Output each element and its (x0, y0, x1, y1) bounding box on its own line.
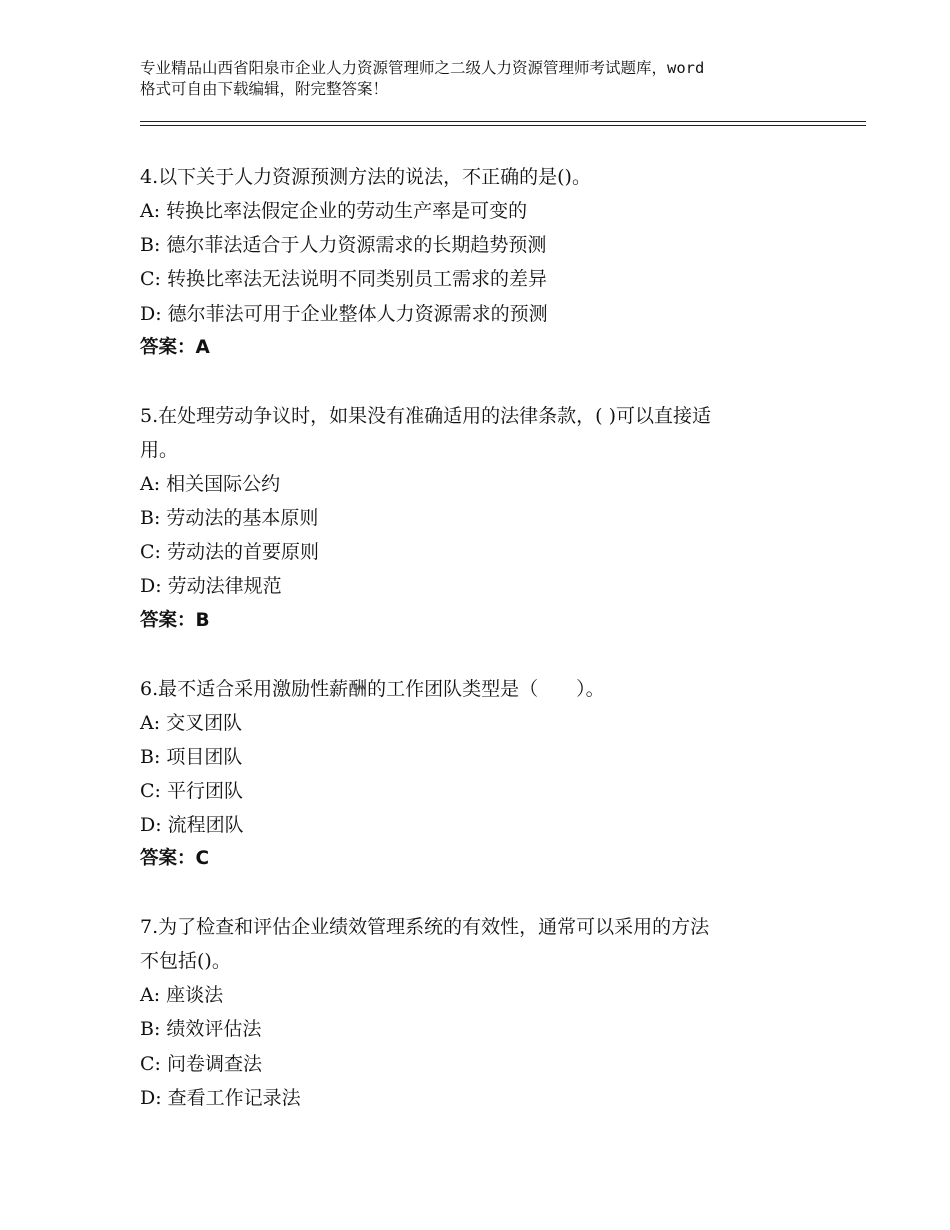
question-text-continued: 用。 (140, 438, 179, 461)
option-b: B: 项目团队 (140, 745, 243, 768)
option-d: D: 流程团队 (140, 814, 244, 837)
option-c: C: 劳动法的首要原则 (140, 541, 319, 564)
option-b: B: 绩效评估法 (140, 1018, 262, 1041)
document-header (140, 58, 840, 100)
answer-label: 答案：A (140, 336, 210, 358)
header-line-1: 专业精品山西省阳泉市企业人力资源管理师之二级人力资源管理师考试题库，word (140, 59, 705, 77)
option-a: A: 座谈法 (140, 984, 224, 1007)
question-text: 7.为了检查和评估企业绩效管理系统的有效性，通常可以采用的方法 (140, 916, 710, 939)
question-text-continued: 不包括()。 (140, 950, 231, 973)
question-text: 6.最不适合采用激励性薪酬的工作团队类型是（ ）。 (140, 677, 605, 700)
question-text: 5.在处理劳动争议时，如果没有准确适用的法律条款，( )可以直接适 (140, 404, 711, 427)
answer-label: 答案：B (140, 609, 210, 631)
option-a: A: 转换比率法假定企业的劳动生产率是可变的 (140, 200, 528, 222)
option-c: C: 问卷调查法 (140, 1052, 262, 1075)
answer-label: 答案：C (140, 848, 210, 870)
option-a: A: 交叉团队 (140, 711, 243, 734)
option-c: C: 转换比率法无法说明不同类别员工需求的差异 (140, 268, 547, 291)
option-a: A: 相关国际公约 (140, 472, 281, 495)
header-line-2: 格式可自由下载编辑，附完整答案！ (140, 80, 389, 98)
question-list (140, 160, 840, 1149)
question-7 (140, 910, 840, 1115)
question-6 (140, 672, 840, 877)
option-d: D: 查看工作记录法 (140, 1086, 301, 1109)
option-c: C: 平行团队 (140, 779, 243, 802)
option-d: D: 劳动法律规范 (140, 575, 282, 598)
header-divider-bottom (140, 125, 866, 126)
question-text: 4.以下关于人力资源预测方法的说法，不正确的是()。 (140, 166, 591, 188)
option-b: B: 德尔菲法适合于人力资源需求的长期趋势预测 (140, 234, 547, 257)
question-4 (140, 160, 840, 365)
question-5 (140, 399, 840, 638)
header-divider-top (140, 121, 866, 122)
option-d: D: 德尔菲法可用于企业整体人力资源需求的预测 (140, 302, 548, 325)
option-b: B: 劳动法的基本原则 (140, 506, 319, 529)
